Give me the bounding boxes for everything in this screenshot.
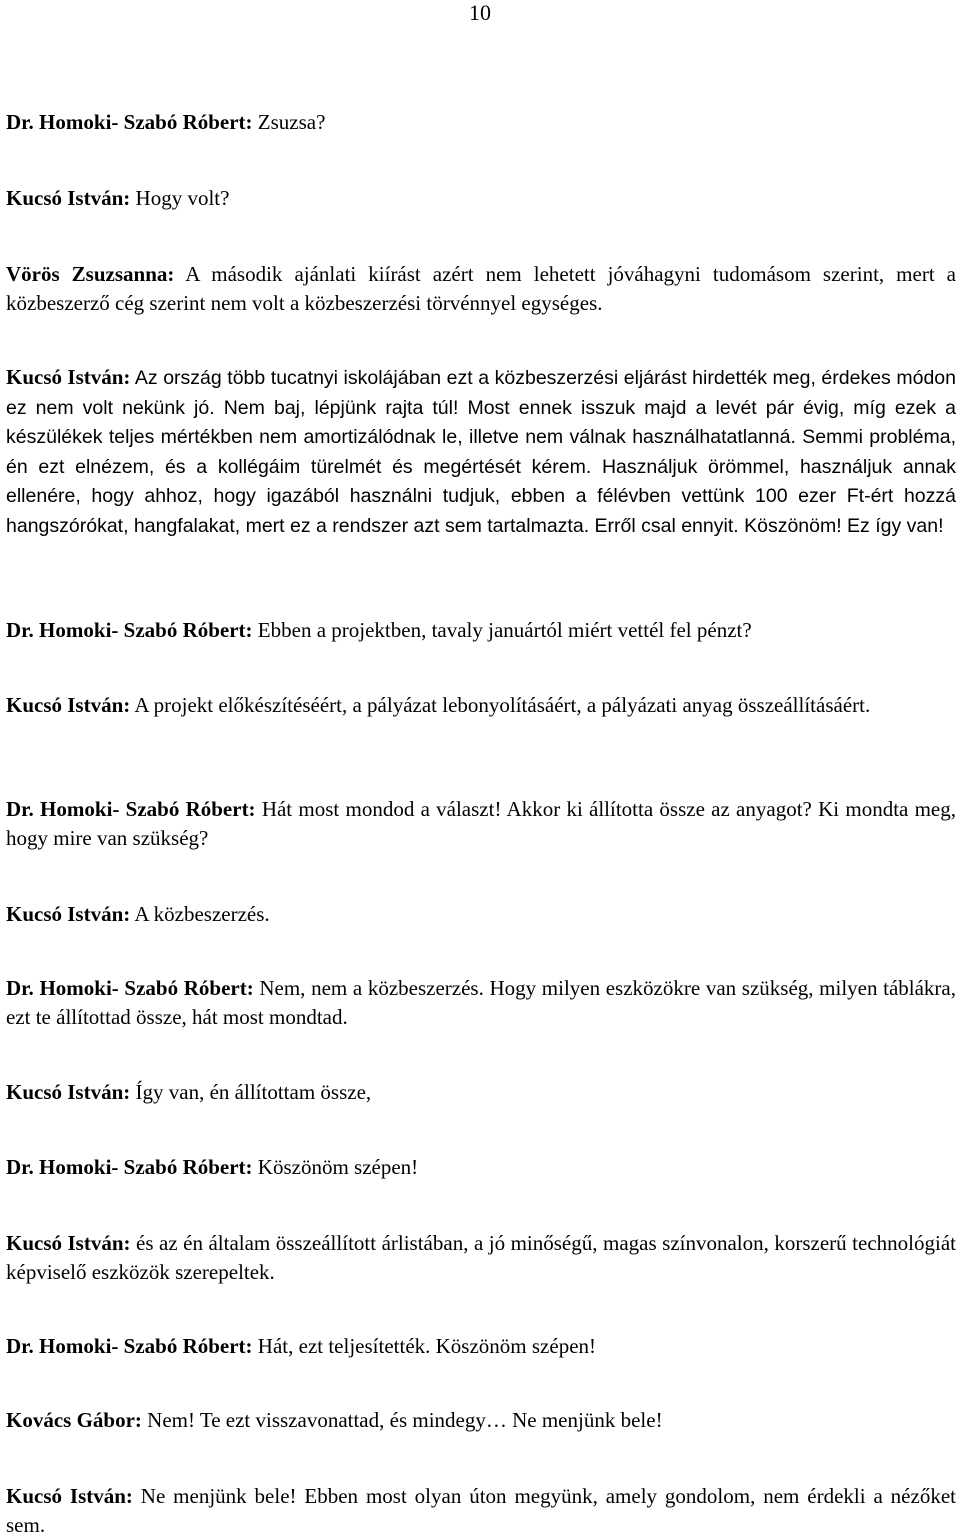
transcript-paragraph bbox=[6, 691, 956, 720]
transcript-paragraph bbox=[6, 108, 956, 137]
speech-text: Ne menjünk bele! Ebben most olyan úton megyünk, amely gondolom, nem érdekli a nézőket sem. bbox=[6, 1484, 956, 1537]
speech-text: Most ennek isszuk majd a levét pár évig, míg ezek a készülékek teljes mértékben nem amortizálódnak le, illetve nem válnak használhatatlanná. Semmi probléma, én ezt elnézem, és a kollégáim türelmét és megértését kérem. Használjuk örömmel, használjuk annak ellenére, hogy ahhoz, hogy igazából használni tudjuk, ebben a félévben vettünk 100 ezer Ft-ért hozzá hangszórókat, hangfalakat, mert ez a rendszer azt sem tartalmazta. Erről csal ennyit. Köszönöm! Ez így van! bbox=[6, 396, 957, 537]
transcript-paragraph bbox=[6, 1229, 956, 1287]
speech-text: A közbeszerzés. bbox=[130, 902, 270, 926]
transcript-paragraph bbox=[6, 616, 956, 645]
speaker-name: Kucsó István: bbox=[6, 902, 131, 926]
transcript-paragraph bbox=[6, 900, 956, 929]
speaker-name: Dr. Homoki- Szabó Róbert: bbox=[6, 1155, 253, 1179]
speech-text: Nem! Te ezt visszavonattad, és mindegy… Ne menjünk bele! bbox=[141, 1408, 663, 1432]
transcript-paragraph bbox=[6, 795, 956, 853]
speech-text: A projekt előkészítéséért, a pályázat lebonyolításáért, a pályázati anyag összeállításáért. bbox=[130, 693, 871, 717]
speech-text: Hát most mondod a választ! Akkor ki állította össze az anyagot? Ki mondta meg, hogy mire van szükség? bbox=[6, 797, 957, 850]
transcript-paragraph bbox=[6, 1332, 956, 1361]
transcript-paragraph bbox=[6, 974, 956, 1032]
speaker-name: Kucsó István: bbox=[6, 693, 131, 717]
speaker-name: Kucsó István: bbox=[6, 1231, 131, 1255]
speaker-name: Dr. Homoki- Szabó Róbert: bbox=[6, 110, 253, 134]
page-number: 10 bbox=[469, 0, 491, 25]
speaker-name: Kucsó István: bbox=[6, 1484, 133, 1508]
transcript-paragraph bbox=[6, 1406, 956, 1435]
speaker-name: Kucsó István: bbox=[6, 1080, 131, 1104]
speech-text-sans: Az ország több tucatnyi iskolájában ezt a közbeszerzési eljárást hirdették meg, érdekes módon ez nem volt nekünk jó. Nem baj, lépjünk rajta túl! bbox=[6, 367, 956, 419]
speaker-name: Kucsó István: bbox=[6, 365, 131, 389]
speech-text: és az én általam összeállított árlistában, a jó minőségű, magas színvonalon, korszerű technológiát képviselő eszközök szerepeltek. bbox=[6, 1231, 956, 1284]
speech-text: Nem, nem a közbeszerzés. Hogy milyen eszközökre van szükség, milyen táblákra, ezt te állítottad össze, hát most mondtad. bbox=[6, 976, 956, 1029]
transcript-paragraph bbox=[6, 1078, 956, 1107]
transcript-paragraph bbox=[6, 1153, 956, 1182]
transcript-paragraph bbox=[6, 260, 956, 318]
speaker-name: Vörös Zsuzsanna: bbox=[6, 262, 175, 286]
speech-text: Ebben a projektben, tavaly januártól miért vettél fel pénzt? bbox=[252, 618, 752, 642]
transcript-paragraph bbox=[6, 184, 956, 213]
speaker-name: Dr. Homoki- Szabó Róbert: bbox=[6, 1334, 253, 1358]
speech-text: Köszönöm szépen! bbox=[252, 1155, 419, 1179]
speech-text: Így van, én állítottam össze, bbox=[130, 1080, 372, 1104]
transcript-paragraph bbox=[6, 1482, 956, 1540]
speaker-name: Dr. Homoki- Szabó Róbert: bbox=[6, 797, 256, 821]
speech-text: A második ajánlati kiírást azért nem lehetett jóváhagyni tudomásom szerint, mert a közbeszerző cég szerint nem volt a közbeszerzési törvénnyel egységes. bbox=[6, 262, 956, 315]
speaker-name: Kovács Gábor: bbox=[6, 1408, 142, 1432]
speaker-name: Kucsó István: bbox=[6, 186, 131, 210]
speech-text: Hogy volt? bbox=[130, 186, 230, 210]
speaker-name: Dr. Homoki- Szabó Róbert: bbox=[6, 618, 253, 642]
speaker-name: Dr. Homoki- Szabó Róbert: bbox=[6, 976, 254, 1000]
speech-text: Zsuzsa? bbox=[252, 110, 326, 134]
speech-text: Hát, ezt teljesítették. Köszönöm szépen! bbox=[252, 1334, 597, 1358]
transcript-paragraph bbox=[6, 363, 956, 542]
